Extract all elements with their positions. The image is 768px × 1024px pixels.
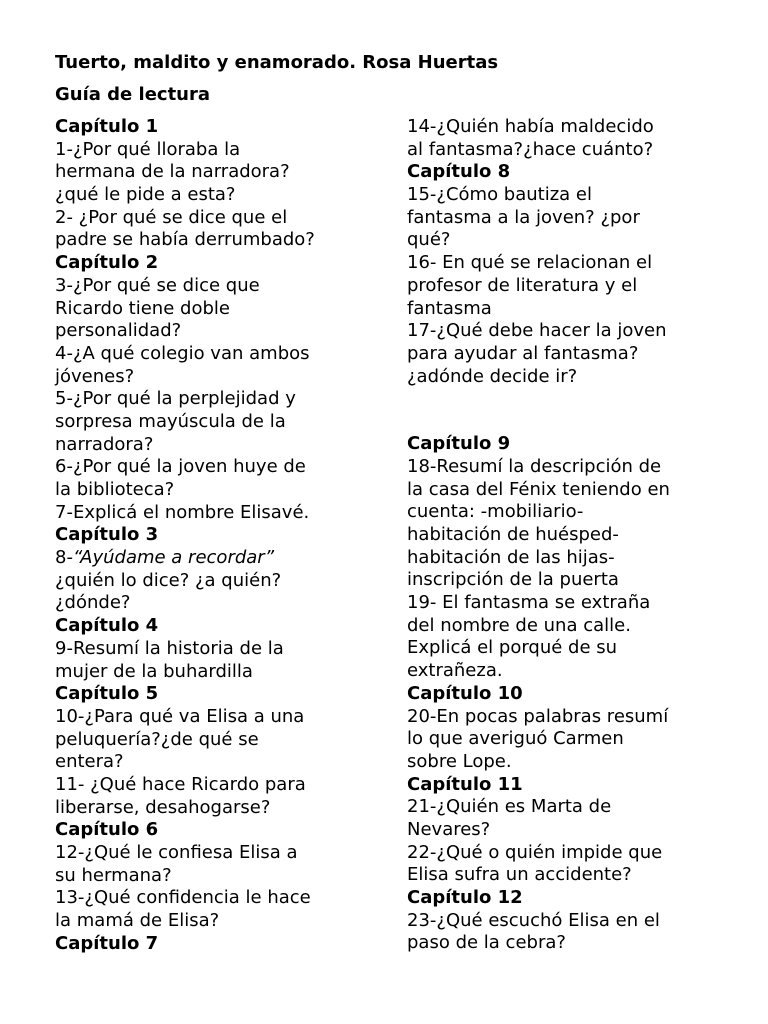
question-line: sobre Lope. bbox=[407, 750, 512, 772]
question-line: paso de la cebra? bbox=[407, 932, 566, 954]
chapter-heading: Capítulo 2 bbox=[55, 252, 159, 274]
question-line: personalidad? bbox=[55, 320, 182, 342]
document-subtitle: Guía de lectura bbox=[55, 84, 211, 105]
question-line: 13-¿Qué confidencia le hace bbox=[55, 887, 311, 909]
question-line: mujer de la buhardilla bbox=[55, 660, 253, 682]
question-line: Ricardo tiene doble bbox=[55, 297, 230, 319]
question-line: fantasma a la joven? ¿por bbox=[407, 206, 640, 228]
question-line: peluquería?¿de qué se bbox=[55, 728, 259, 750]
question-line: la mamá de Elisa? bbox=[55, 910, 220, 932]
question-line: 18-Resumí la descripción de bbox=[407, 455, 662, 477]
left-column bbox=[55, 116, 385, 955]
right-column bbox=[407, 116, 737, 955]
question-line: 21-¿Quién es Marta de bbox=[407, 796, 612, 818]
chapter-heading: Capítulo 1 bbox=[55, 116, 159, 137]
question-line: extrañeza. bbox=[407, 660, 503, 682]
chapter-heading: Capítulo 9 bbox=[407, 433, 511, 455]
question-line: inscripción de la puerta bbox=[407, 569, 619, 591]
document-title: Tuerto, maldito y enamorado. Rosa Huertas bbox=[55, 52, 499, 73]
spacer bbox=[407, 388, 737, 433]
question-line: ¿qué le pide a esta? bbox=[55, 184, 236, 206]
question-line: habitación de huésped- bbox=[407, 524, 619, 545]
question-line: 10-¿Para qué va Elisa a una bbox=[55, 705, 305, 727]
chapter-heading: Capítulo 11 bbox=[407, 773, 523, 795]
question-line: Elisa sufra un accidente? bbox=[407, 864, 632, 886]
question-line: 2- ¿Por qué se dice que el bbox=[55, 206, 288, 228]
question-line: padre se había derrumbado? bbox=[55, 229, 315, 251]
question-line: 16- En qué se relacionan el bbox=[407, 252, 653, 274]
question-line: entera? bbox=[55, 751, 124, 773]
question-line: lo que averiguó Carmen bbox=[407, 728, 624, 750]
question-line: del nombre de una calle. bbox=[407, 614, 631, 636]
question-line: para ayudar al fantasma? bbox=[407, 342, 639, 364]
question-line: 12-¿Qué le confiesa Elisa a bbox=[55, 842, 298, 863]
question-line: jóvenes? bbox=[55, 365, 135, 387]
chapter-heading: Capítulo 6 bbox=[55, 819, 159, 841]
question-line: habitación de las hijas- bbox=[407, 546, 615, 568]
question-line: 4-¿A qué colegio van ambos bbox=[55, 342, 310, 364]
chapter-heading: Capítulo 7 bbox=[55, 932, 159, 954]
question-number: 8- bbox=[55, 547, 73, 569]
question-line: 17-¿Qué debe hacer la joven bbox=[407, 320, 667, 342]
question-line: ¿adónde decide ir? bbox=[407, 365, 578, 387]
question-line: hermana de la narradora? bbox=[55, 161, 290, 183]
question-line: qué? bbox=[407, 229, 451, 251]
question-line: liberarse, desahogarse? bbox=[55, 796, 271, 818]
chapter-heading: Capítulo 8 bbox=[407, 161, 511, 183]
question-line: ¿quién lo dice? ¿a quién? bbox=[55, 569, 282, 591]
chapter-heading: Capítulo 5 bbox=[55, 683, 159, 705]
question-line: 7-Explicá el nombre Elisavé. bbox=[55, 501, 310, 523]
quote-text: “Ayúdame a recordar” bbox=[72, 547, 275, 569]
question-line: 22-¿Qué o quién impide que bbox=[407, 841, 663, 863]
question-line: profesor de literatura y el bbox=[407, 274, 638, 296]
question-line: fantasma bbox=[407, 297, 492, 319]
question-line: la casa del Fénix teniendo en bbox=[407, 478, 670, 500]
question-line: 14-¿Quién había maldecido bbox=[407, 116, 654, 137]
question-line: 9-Resumí la historia de la bbox=[55, 637, 284, 659]
question-line: 11- ¿Qué hace Ricardo para bbox=[55, 773, 306, 795]
chapter-heading: Capítulo 3 bbox=[55, 524, 159, 546]
question-line: 1-¿Por qué lloraba la bbox=[55, 138, 241, 160]
question-line: 5-¿Por qué la perplejidad y bbox=[55, 388, 296, 410]
question-line: 23-¿Qué escuchó Elisa en el bbox=[407, 909, 660, 931]
question-line: Explicá el porqué de su bbox=[407, 637, 618, 659]
question-line: al fantasma?¿hace cuánto? bbox=[407, 138, 654, 160]
question-line: Nevares? bbox=[407, 818, 491, 840]
question-line: 20-En pocas palabras resumí bbox=[407, 705, 669, 727]
question-line: 6-¿Por qué la joven huye de bbox=[55, 456, 306, 478]
question-line bbox=[55, 547, 385, 570]
chapter-heading: Capítulo 4 bbox=[55, 615, 159, 637]
chapter-heading: Capítulo 12 bbox=[407, 887, 523, 908]
question-line: 15-¿Cómo bautiza el bbox=[407, 184, 593, 206]
chapter-heading: Capítulo 10 bbox=[407, 682, 523, 704]
question-line: sorpresa mayúscula de la bbox=[55, 410, 286, 432]
question-line: ¿dónde? bbox=[55, 592, 131, 614]
question-line: cuenta: -mobiliario- bbox=[407, 501, 584, 523]
question-line: narradora? bbox=[55, 433, 154, 455]
question-line: 19- El fantasma se extraña bbox=[407, 592, 651, 614]
question-line: la biblioteca? bbox=[55, 479, 175, 500]
question-line: 3-¿Por qué se dice que bbox=[55, 274, 260, 296]
question-line: su hermana? bbox=[55, 864, 172, 886]
